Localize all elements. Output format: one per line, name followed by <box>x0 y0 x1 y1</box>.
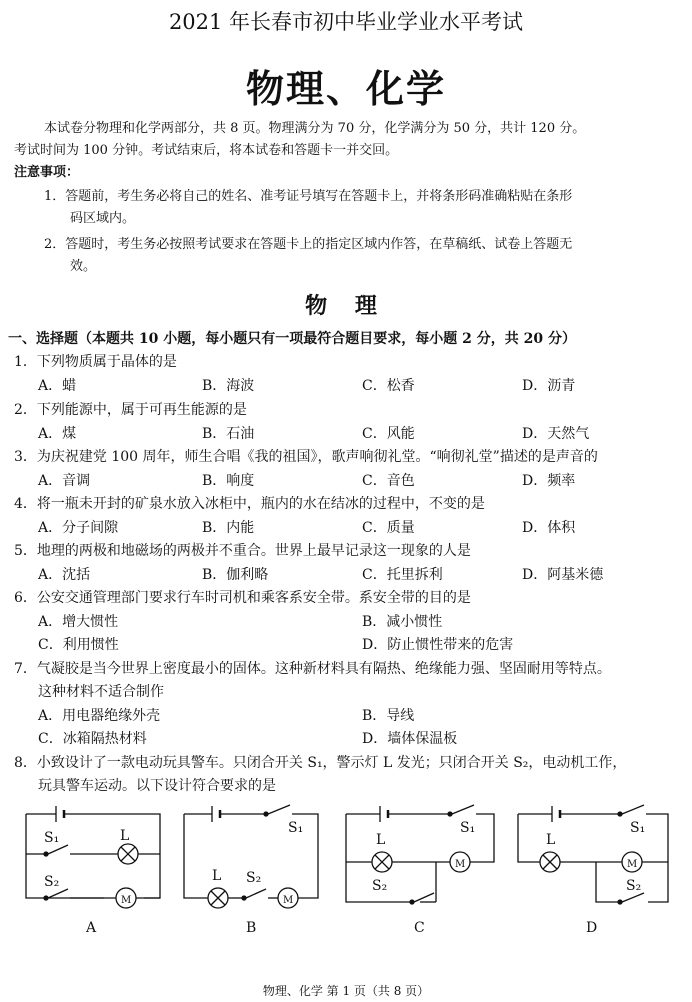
label-d-motor: M <box>627 859 638 870</box>
diagram-label-b: B <box>246 920 257 936</box>
question-1-stem: 1．下列物质属于晶体的是 <box>14 354 177 370</box>
notice-1-line-2: 码区域内。 <box>70 211 136 226</box>
question-1-option-c: C．松香 <box>362 378 415 394</box>
label-d-s2: S₂ <box>626 878 642 894</box>
label-b-s2: S₂ <box>246 870 262 886</box>
label-b-lamp: L <box>212 868 222 884</box>
question-4-stem: 4．将一瓶未开封的矿泉水放入冰柜中，瓶内的水在结冰的过程中，不变的是 <box>14 496 485 512</box>
circuit-diagrams <box>0 798 692 948</box>
switch-s2-blade <box>48 889 68 898</box>
exam-title: 2021 年长春市初中毕业学业水平考试 <box>168 10 524 34</box>
notice-2-line-1: 2．答题时，考生务必按照考试要求在答题卡上的指定区域内作答，在草稿纸、试卷上答题无 <box>44 237 573 252</box>
question-4-option-d: D．体积 <box>522 520 576 536</box>
question-8-stem-line-1: 8．小致设计了一款电动玩具警车。只闭合开关 S₁，警示灯 L 发光；只闭合开关 S₂，电动机工作， <box>14 755 627 771</box>
page-footer: 物理、化学 第 1 页（共 8 页） <box>262 984 430 998</box>
notice-1-line-1: 1．答题前，考生务必将自己的姓名、准考证号填写在答题卡上，并将条形码准确粘贴在条形 <box>44 189 573 204</box>
question-4-option-b: B．内能 <box>202 520 255 536</box>
label-a-s2: S₂ <box>44 874 60 890</box>
diagram-label-d: D <box>586 920 598 936</box>
question-5-option-c: C．托里拆利 <box>362 567 443 583</box>
diagram-label-c: C <box>414 920 425 936</box>
circuit-diagram-a <box>26 806 160 908</box>
section-1-title: 一、选择题（本题共 10 小题，每小题只有一项最符合题目要求，每小题 2 分，共 20 分） <box>8 331 576 347</box>
question-4-option-c: C．质量 <box>362 520 415 536</box>
question-2-option-c: C．风能 <box>362 426 415 442</box>
notice-2-line-2: 效。 <box>70 259 97 274</box>
label-a-s1: S₁ <box>44 830 60 846</box>
question-6-option-d: D．防止惯性带来的危害 <box>362 637 514 653</box>
question-7-option-b: B．导线 <box>362 708 415 724</box>
question-5-option-b: B．伽利略 <box>202 567 269 583</box>
intro-line-1: 本试卷分物理和化学两部分，共 8 页。物理满分为 70 分，化学满分为 50 分，共计 120 分。 <box>44 121 586 136</box>
question-3-stem: 3．为庆祝建党 100 周年，师生合唱《我的祖国》，歌声响彻礼堂。“响彻礼堂”描述的是声音的 <box>14 449 598 465</box>
switch-s1-blade <box>48 845 68 854</box>
question-1-option-b: B．海波 <box>202 378 255 394</box>
question-1-option-a: A．蜡 <box>38 378 77 394</box>
label-d-lamp: L <box>546 832 556 848</box>
question-5-option-a: A．沈括 <box>38 567 91 583</box>
question-2-stem: 2．下列能源中，属于可再生能源的是 <box>14 402 247 418</box>
question-7-option-c: C．冰箱隔热材料 <box>38 731 147 747</box>
question-5-stem: 5．地理的两极和地磁场的两极并不重合。世界上最早记录这一现象的人是 <box>14 543 471 559</box>
question-3-option-b: B．响度 <box>202 473 255 489</box>
question-3-option-c: C．音色 <box>362 473 415 489</box>
section-title: 物 理 <box>305 293 387 319</box>
question-2-option-d: D．天然气 <box>522 426 590 442</box>
question-7-option-a: A．用电器绝缘外壳 <box>38 708 161 724</box>
question-1-option-d: D．沥青 <box>522 378 576 394</box>
label-b-s1: S₁ <box>288 820 304 836</box>
question-3-option-d: D．频率 <box>522 473 576 489</box>
notice-title: 注意事项： <box>14 165 80 180</box>
circuit-diagram-d <box>518 805 668 904</box>
label-c-s1: S₁ <box>460 820 476 836</box>
label-d-s1: S₁ <box>630 820 646 836</box>
label-a-lamp: L <box>120 828 130 844</box>
question-5-option-d: D．阿基米德 <box>522 567 604 583</box>
question-2-option-b: B．石油 <box>202 426 255 442</box>
label-c-s2: S₂ <box>372 878 388 894</box>
label-c-motor: M <box>455 859 466 870</box>
question-6-option-c: C．利用惯性 <box>38 637 119 653</box>
label-a-motor: M <box>121 895 132 906</box>
question-2-option-a: A．煤 <box>38 426 77 442</box>
question-7-option-d: D．墙体保温板 <box>362 731 458 747</box>
subject-title: 物理、化学 <box>245 66 446 111</box>
question-7-stem-line-2: 这种材料不适合制作 <box>38 684 164 700</box>
intro-line-2: 考试时间为 100 分钟。考试结束后，将本试卷和答题卡一并交回。 <box>14 143 399 158</box>
question-4-option-a: A．分子间隙 <box>38 520 119 536</box>
question-6-stem: 6．公安交通管理部门要求行车时司机和乘客系安全带。系安全带的目的是 <box>14 590 471 606</box>
label-c-lamp: L <box>376 832 386 848</box>
question-8-stem-line-2: 玩具警车运动。以下设计符合要求的是 <box>38 778 276 794</box>
diagram-label-a: A <box>86 920 97 936</box>
label-b-motor: M <box>283 895 294 906</box>
question-7-stem-line-1: 7．气凝胶是当今世界上密度最小的固体。这种新材料具有隔热、绝缘能力强、坚固耐用等特点。 <box>14 661 611 677</box>
question-3-option-a: A．音调 <box>38 473 91 489</box>
question-6-option-b: B．减小惯性 <box>362 614 443 630</box>
question-6-option-a: A．增大惯性 <box>38 614 119 630</box>
